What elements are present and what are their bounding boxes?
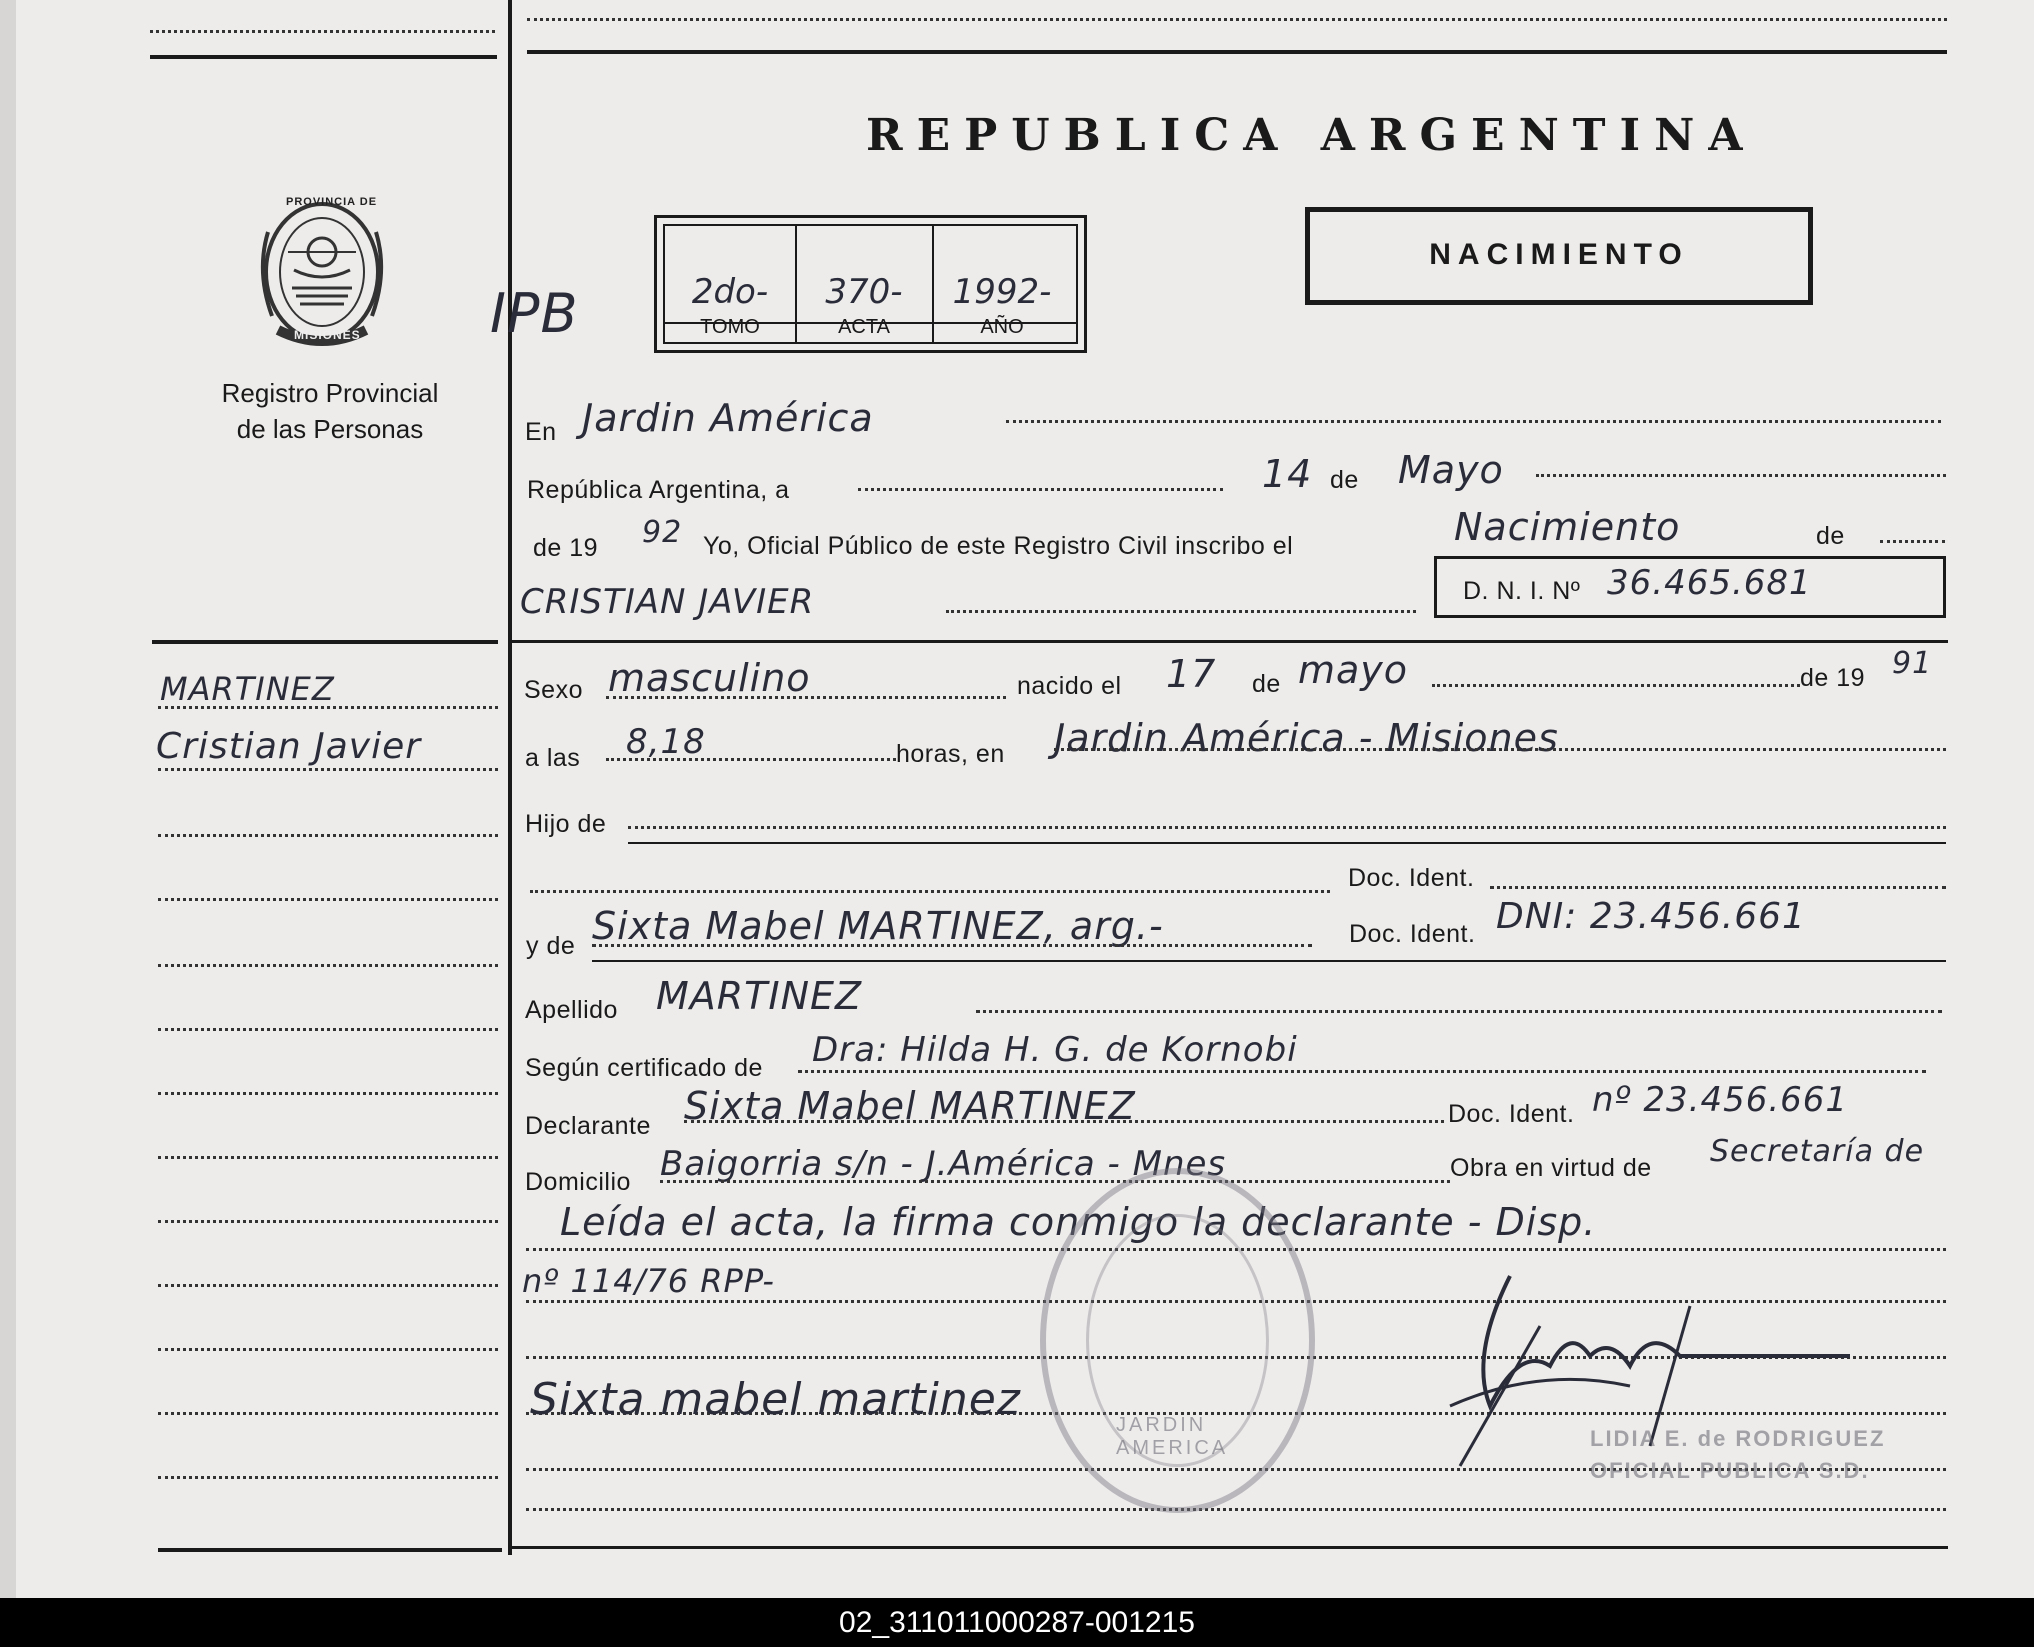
official-stamp-line-2: OFICIAL PUBLICA S.D.	[1590, 1458, 1870, 1483]
top-rule-right	[527, 50, 1947, 54]
official-text: Yo, Oficial Público de este Registro Civil inscribo el	[703, 532, 1294, 560]
acta-value: 370-	[825, 272, 903, 312]
dni-value: 36.465.681	[1607, 563, 1812, 603]
seal-bottom-text: MISIONES	[294, 328, 361, 342]
mother-rule	[592, 960, 1946, 962]
page-edge-shadow	[0, 0, 16, 1598]
margin-line	[158, 964, 498, 967]
margin-line	[158, 1028, 498, 1031]
registry-name-line1: Registro Provincial	[221, 378, 439, 408]
sexo-label: Sexo	[524, 676, 583, 704]
acta-type-label: NACIMIENTO	[1429, 238, 1689, 271]
column-divider	[508, 0, 512, 1555]
republica-line	[858, 488, 1223, 491]
domicilio-line	[660, 1180, 1450, 1183]
apellido-line	[976, 1010, 1942, 1013]
top-dotted-line-right	[527, 18, 1947, 21]
margin-line	[158, 1220, 498, 1223]
obra-value: Secretaría de	[1710, 1134, 1925, 1169]
child-name: CRISTIAN JAVIER	[520, 582, 815, 622]
year-prefix: de 19	[533, 534, 599, 562]
margin-line-2	[158, 768, 498, 771]
registry-stamp-text: JARDIN AMERICA	[1116, 1414, 1229, 1459]
doc-ident-label-2: Doc. Ident.	[1349, 920, 1476, 948]
en-line	[1006, 420, 1941, 423]
signature-line-4	[526, 1508, 1946, 1511]
official-signature	[1430, 1266, 1890, 1486]
child-name-line	[946, 610, 1416, 613]
mother-value: Sixta Mabel MARTINEZ, arg.-	[592, 904, 1164, 948]
anio-value: 1992-	[952, 272, 1052, 312]
declarante-label: Declarante	[525, 1112, 651, 1140]
day-value: 14	[1262, 452, 1313, 496]
margin-line-1	[158, 706, 498, 709]
birth-month-line	[1432, 684, 1800, 687]
margin-line	[158, 834, 498, 837]
birth-year-prefix: de 19	[1800, 664, 1866, 692]
note-line-2: nº 114/76 RPP-	[522, 1262, 775, 1300]
declarante-signature: Sixta mabel martinez	[530, 1374, 1021, 1425]
birth-month: mayo	[1298, 648, 1409, 692]
document-title: REPUBLICA ARGENTINA	[866, 110, 1757, 161]
birth-day: 17	[1166, 652, 1217, 696]
doc-ident-label-1: Doc. Ident.	[1348, 864, 1475, 892]
margin-line	[158, 1284, 498, 1287]
month-line	[1536, 474, 1946, 477]
horas-label: horas, en	[896, 740, 1005, 768]
hijo-label: Hijo de	[525, 810, 607, 838]
file-id-caption: 02_311011000287-001215	[0, 1598, 2034, 1647]
bottom-rule	[512, 1546, 1948, 1549]
hijo-rule	[628, 842, 1946, 844]
doc-ident-label-3: Doc. Ident.	[1448, 1100, 1575, 1128]
top-dotted-line-left	[150, 30, 495, 33]
segun-line	[798, 1070, 1926, 1073]
official-stamp-line-1: LIDIA E. de RODRIGUEZ	[1590, 1426, 1886, 1451]
obra-label: Obra en virtud de	[1450, 1154, 1652, 1182]
left-bottom-rule	[158, 1548, 502, 1552]
left-section-rule	[152, 640, 498, 644]
republica-label: República Argentina, a	[527, 476, 790, 504]
de-after-label: de	[1816, 522, 1845, 550]
birth-place: Jardin América - Misiones	[1054, 716, 1559, 760]
en-value: Jardin América	[582, 396, 874, 440]
de-label: de	[1330, 466, 1359, 494]
margin-line	[158, 898, 498, 901]
year-suffix: 92	[642, 515, 683, 550]
margin-line	[158, 1156, 498, 1159]
dni-label: D. N. I. Nº	[1463, 577, 1581, 605]
sexo-line	[606, 696, 1006, 699]
margin-surname: MARTINEZ	[160, 670, 335, 708]
tomo-label: TOMO	[700, 316, 760, 338]
dni-box	[1434, 556, 1946, 618]
yde-label: y de	[526, 932, 576, 960]
acta-label: ACTA	[838, 316, 890, 338]
apellido-value: MARTINEZ	[656, 974, 863, 1018]
tomo-value: 2do-	[691, 272, 769, 312]
segun-label: Según certificado de	[525, 1054, 763, 1082]
note-line-1: Leída el acta, la firma conmigo la declarante - Disp.	[560, 1200, 1597, 1244]
inscribo-value: Nacimiento	[1454, 505, 1681, 549]
top-rule-left	[150, 55, 497, 59]
right-section-rule	[512, 640, 1948, 643]
province-seal-emblem	[248, 192, 396, 350]
hijo-line	[628, 826, 1946, 829]
month-value: Mayo	[1398, 448, 1504, 492]
birth-place-line	[1054, 748, 1946, 751]
en-label: En	[525, 418, 557, 446]
margin-line	[158, 1412, 498, 1415]
margin-given-names: Cristian Javier	[156, 726, 422, 767]
alas-label: a las	[525, 744, 581, 772]
declarante-value: Sixta Mabel MARTINEZ	[684, 1084, 1136, 1128]
margin-mark: IPB	[490, 282, 579, 345]
segun-value: Dra: Hilda H. G. de Kornobi	[812, 1030, 1298, 1070]
birth-year-suffix: 91	[1892, 646, 1933, 681]
mother-doc: DNI: 23.456.661	[1496, 896, 1806, 937]
margin-line	[158, 1092, 498, 1095]
apellido-label: Apellido	[525, 996, 618, 1024]
acta-type-box	[1305, 207, 1813, 305]
father-doc-line	[530, 890, 1330, 893]
nacido-label: nacido el	[1017, 672, 1122, 700]
margin-line	[158, 1476, 498, 1479]
sexo-value: masculino	[608, 656, 811, 700]
de-label-2: de	[1252, 670, 1281, 698]
hour-value: 8,18	[626, 722, 706, 762]
registry-stamp	[1040, 1168, 1315, 1513]
de-after-line	[1880, 540, 1945, 543]
declarante-doc: nº 23.456.661	[1592, 1080, 1849, 1120]
record-number-box	[654, 215, 1087, 353]
declarante-line	[684, 1120, 1444, 1123]
domicilio-value: Baigorria s/n - J.América - Mnes	[660, 1144, 1227, 1184]
hour-line	[606, 758, 896, 761]
mother-line	[592, 944, 1312, 947]
anio-label: AÑO	[980, 316, 1024, 338]
registry-name-line2: de las Personas	[236, 414, 424, 444]
seal-top-text: PROVINCIA DE	[286, 196, 378, 208]
domicilio-label: Domicilio	[525, 1168, 631, 1196]
margin-line	[158, 1348, 498, 1351]
father-doc-value-line	[1490, 886, 1946, 889]
